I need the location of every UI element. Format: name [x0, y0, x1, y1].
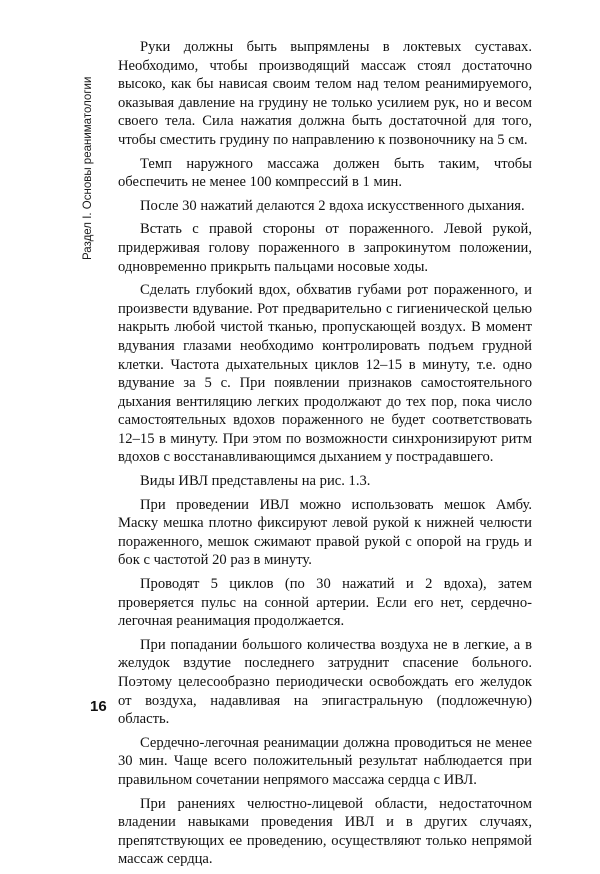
- page-body: [118, 38, 532, 874]
- page-number: 16: [90, 698, 107, 715]
- paragraph: После 30 нажатий делаются 2 вдоха искусственного дыхания.: [140, 197, 525, 214]
- paragraph: Проводят 5 циклов (по 30 нажатий и 2 вдоха), затем проверяется пульс на сонной артерии. Если его нет, сердечно-легочная реанимация продолжается.: [118, 576, 532, 630]
- paragraph: При попадании большого количества воздуха не в легкие, а в желудок вздутие последнего затруднит спасение больного. Поэтому целесообразно периодически освобождать его желудок от воздуха, надавливая на эпигастральную (подложечную) область.: [118, 636, 532, 728]
- paragraph: При проведении ИВЛ можно использовать мешок Амбу. Маску мешка плотно фиксируют левой рукой к нижней челюсти пораженного, мешок сжимают правой рукой с опорой на грудь и бок с частотой 20 раз в минуту.: [118, 496, 532, 569]
- running-header: Раздел I. Основы реаниматологии: [82, 76, 94, 260]
- paragraph: Встать с правой стороны от пораженного. Левой рукой, придерживая голову пораженного в запрокинутом положении, одновременно прикрыть пальцами носовые ходы.: [118, 221, 532, 275]
- paragraph: Темп наружного массажа должен быть таким, чтобы обеспечить не менее 100 компрессий в 1 мин.: [118, 155, 532, 191]
- paragraph: Виды ИВЛ представлены на рис. 1.3.: [140, 473, 371, 490]
- paragraph: При ранениях челюстно-лицевой области, недостаточном владении навыками проведения ИВЛ и в других случаях, препятствующих ее проведению, осуществляют только непрямой массаж сердца.: [118, 795, 532, 868]
- paragraph: Сделать глубокий вдох, обхватив губами рот пораженного, и произвести вдувание. Рот предварительно с гигиенической целью накрыть любой чистой тканью, пропускающей воздух. В момент вдувания глазами необходимо контролировать подъем грудной клетки. Частота дыхательных циклов 12–15 в минуту, т.е. одно вдувание за 5 с. При появлении признаков самостоятельного дыхания вентиляцию легких продолжают до тех пор, пока число самостоятельных вдохов пораженного не будет соответствовать 12–15 в минуту. При этом по возможности синхронизируют ритм вдохов с восстанавливающимся дыханием у пострадавшего.: [118, 282, 532, 466]
- paragraph: Сердечно-легочная реанимации должна проводиться не менее 30 мин. Чаще всего положительный результат наблюдается при правильном сочетании непрямого массажа сердца с ИВЛ.: [118, 734, 532, 788]
- paragraph: Руки должны быть выпрямлены в локтевых суставах. Необходимо, чтобы производящий массаж стоял достаточно высоко, как бы нависая своим телом над телом реанимируемого, оказывая давление на грудину не только усилием рук, но и весом своего тела. Сила нажатия должна быть достаточной для того, чтобы сместить грудину по направлению к позвоночнику на 5 см.: [118, 39, 532, 148]
